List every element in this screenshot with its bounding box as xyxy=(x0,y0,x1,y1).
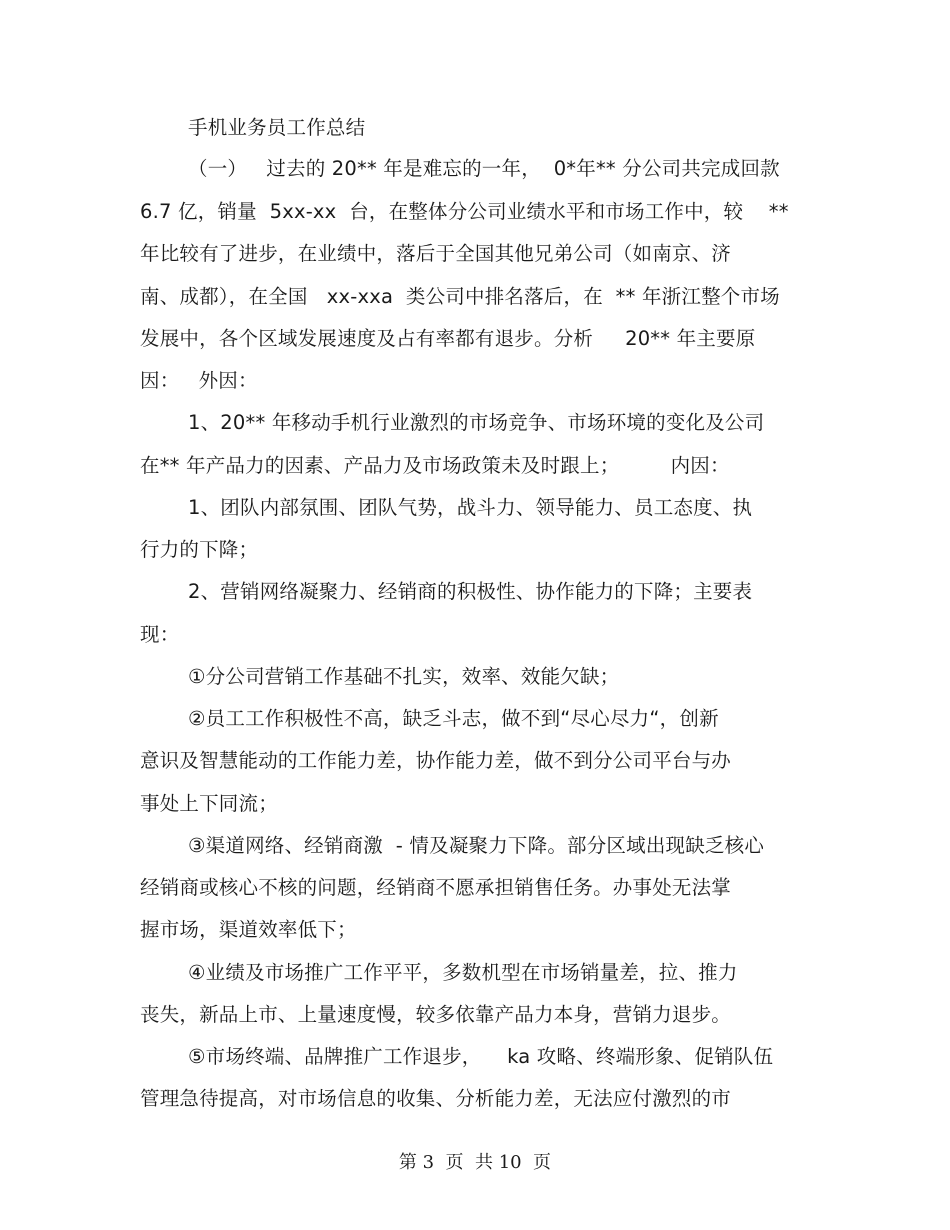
paragraph-line: 意识及智慧能动的工作能力差，协作能力差，做不到分公司平台与办 xyxy=(140,749,732,772)
paragraph-line: 在** 年产品力的因素、产品力及市场政策未及时跟上； 内因： xyxy=(140,454,730,477)
paragraph-line: 经销商或核心不核的问题，经销商不愿承担销售任务。办事处无法掌 xyxy=(140,876,732,899)
paragraph-line: 1、20** 年移动手机行业激烈的市场竞争、市场环境的变化及公司 xyxy=(188,411,765,434)
document-title: 手机业务员工作总结 xyxy=(188,116,366,139)
paragraph-line: 发展中，各个区域发展速度及占有率都有退步。分析 20** 年主要原 xyxy=(140,327,756,350)
paragraph-line: ④业绩及市场推广工作平平，多数机型在市场销量差，拉、推力 xyxy=(188,961,738,984)
paragraph-line: （一） 过去的 20** 年是难忘的一年， 0*年** 分公司共完成回款 xyxy=(188,157,780,180)
paragraph-line: 事处上下同流； xyxy=(140,792,278,815)
paragraph-line: ①分公司营销工作基础不扎实，效率、效能欠缺； xyxy=(188,665,620,688)
paragraph-line: ③渠道网络、经销商激 - 情及凝聚力下降。部分区域出现缺乏核心 xyxy=(188,834,765,857)
page-footer: 第 3 页 共 10 页 xyxy=(398,1152,552,1173)
paragraph-line: ②员工工作积极性不高，缺乏斗志，做不到“尽心尽力“，创新 xyxy=(188,707,719,730)
paragraph-line: 1、团队内部氛围、团队气势，战斗力、领导能力、员工态度、执 xyxy=(188,496,753,519)
paragraph-line: 因： 外因： xyxy=(140,369,258,392)
paragraph-line: 南、成都），在全国 xx-xxa 类公司中排名落后，在 ** 年浙江整个市场 xyxy=(140,285,780,308)
paragraph-line: 现： xyxy=(140,623,180,646)
paragraph-line: 握市场，渠道效率低下； xyxy=(140,918,357,941)
paragraph-line: 年比较有了进步，在业绩中，落后于全国其他兄弟公司（如南京、济 xyxy=(140,242,732,265)
paragraph-line: 管理急待提高，对市场信息的收集、分析能力差，无法应付激烈的市 xyxy=(140,1087,732,1110)
paragraph-line: ⑤市场终端、品牌推广工作退步， ka 攻略、终端形象、促销队伍 xyxy=(188,1045,774,1068)
paragraph-line: 2、营销网络凝聚力、经销商的积极性、协作能力的下降；主要表 xyxy=(188,580,753,603)
paragraph-line: 6.7 亿，销量 5xx-xx 台，在整体分公司业绩水平和市场工作中，较 ** xyxy=(140,200,789,223)
paragraph-line: 行力的下降； xyxy=(140,538,259,561)
paragraph-line: 丧失，新品上市、上量速度慢，较多依靠产品力本身，营销力退步。 xyxy=(140,1003,732,1026)
